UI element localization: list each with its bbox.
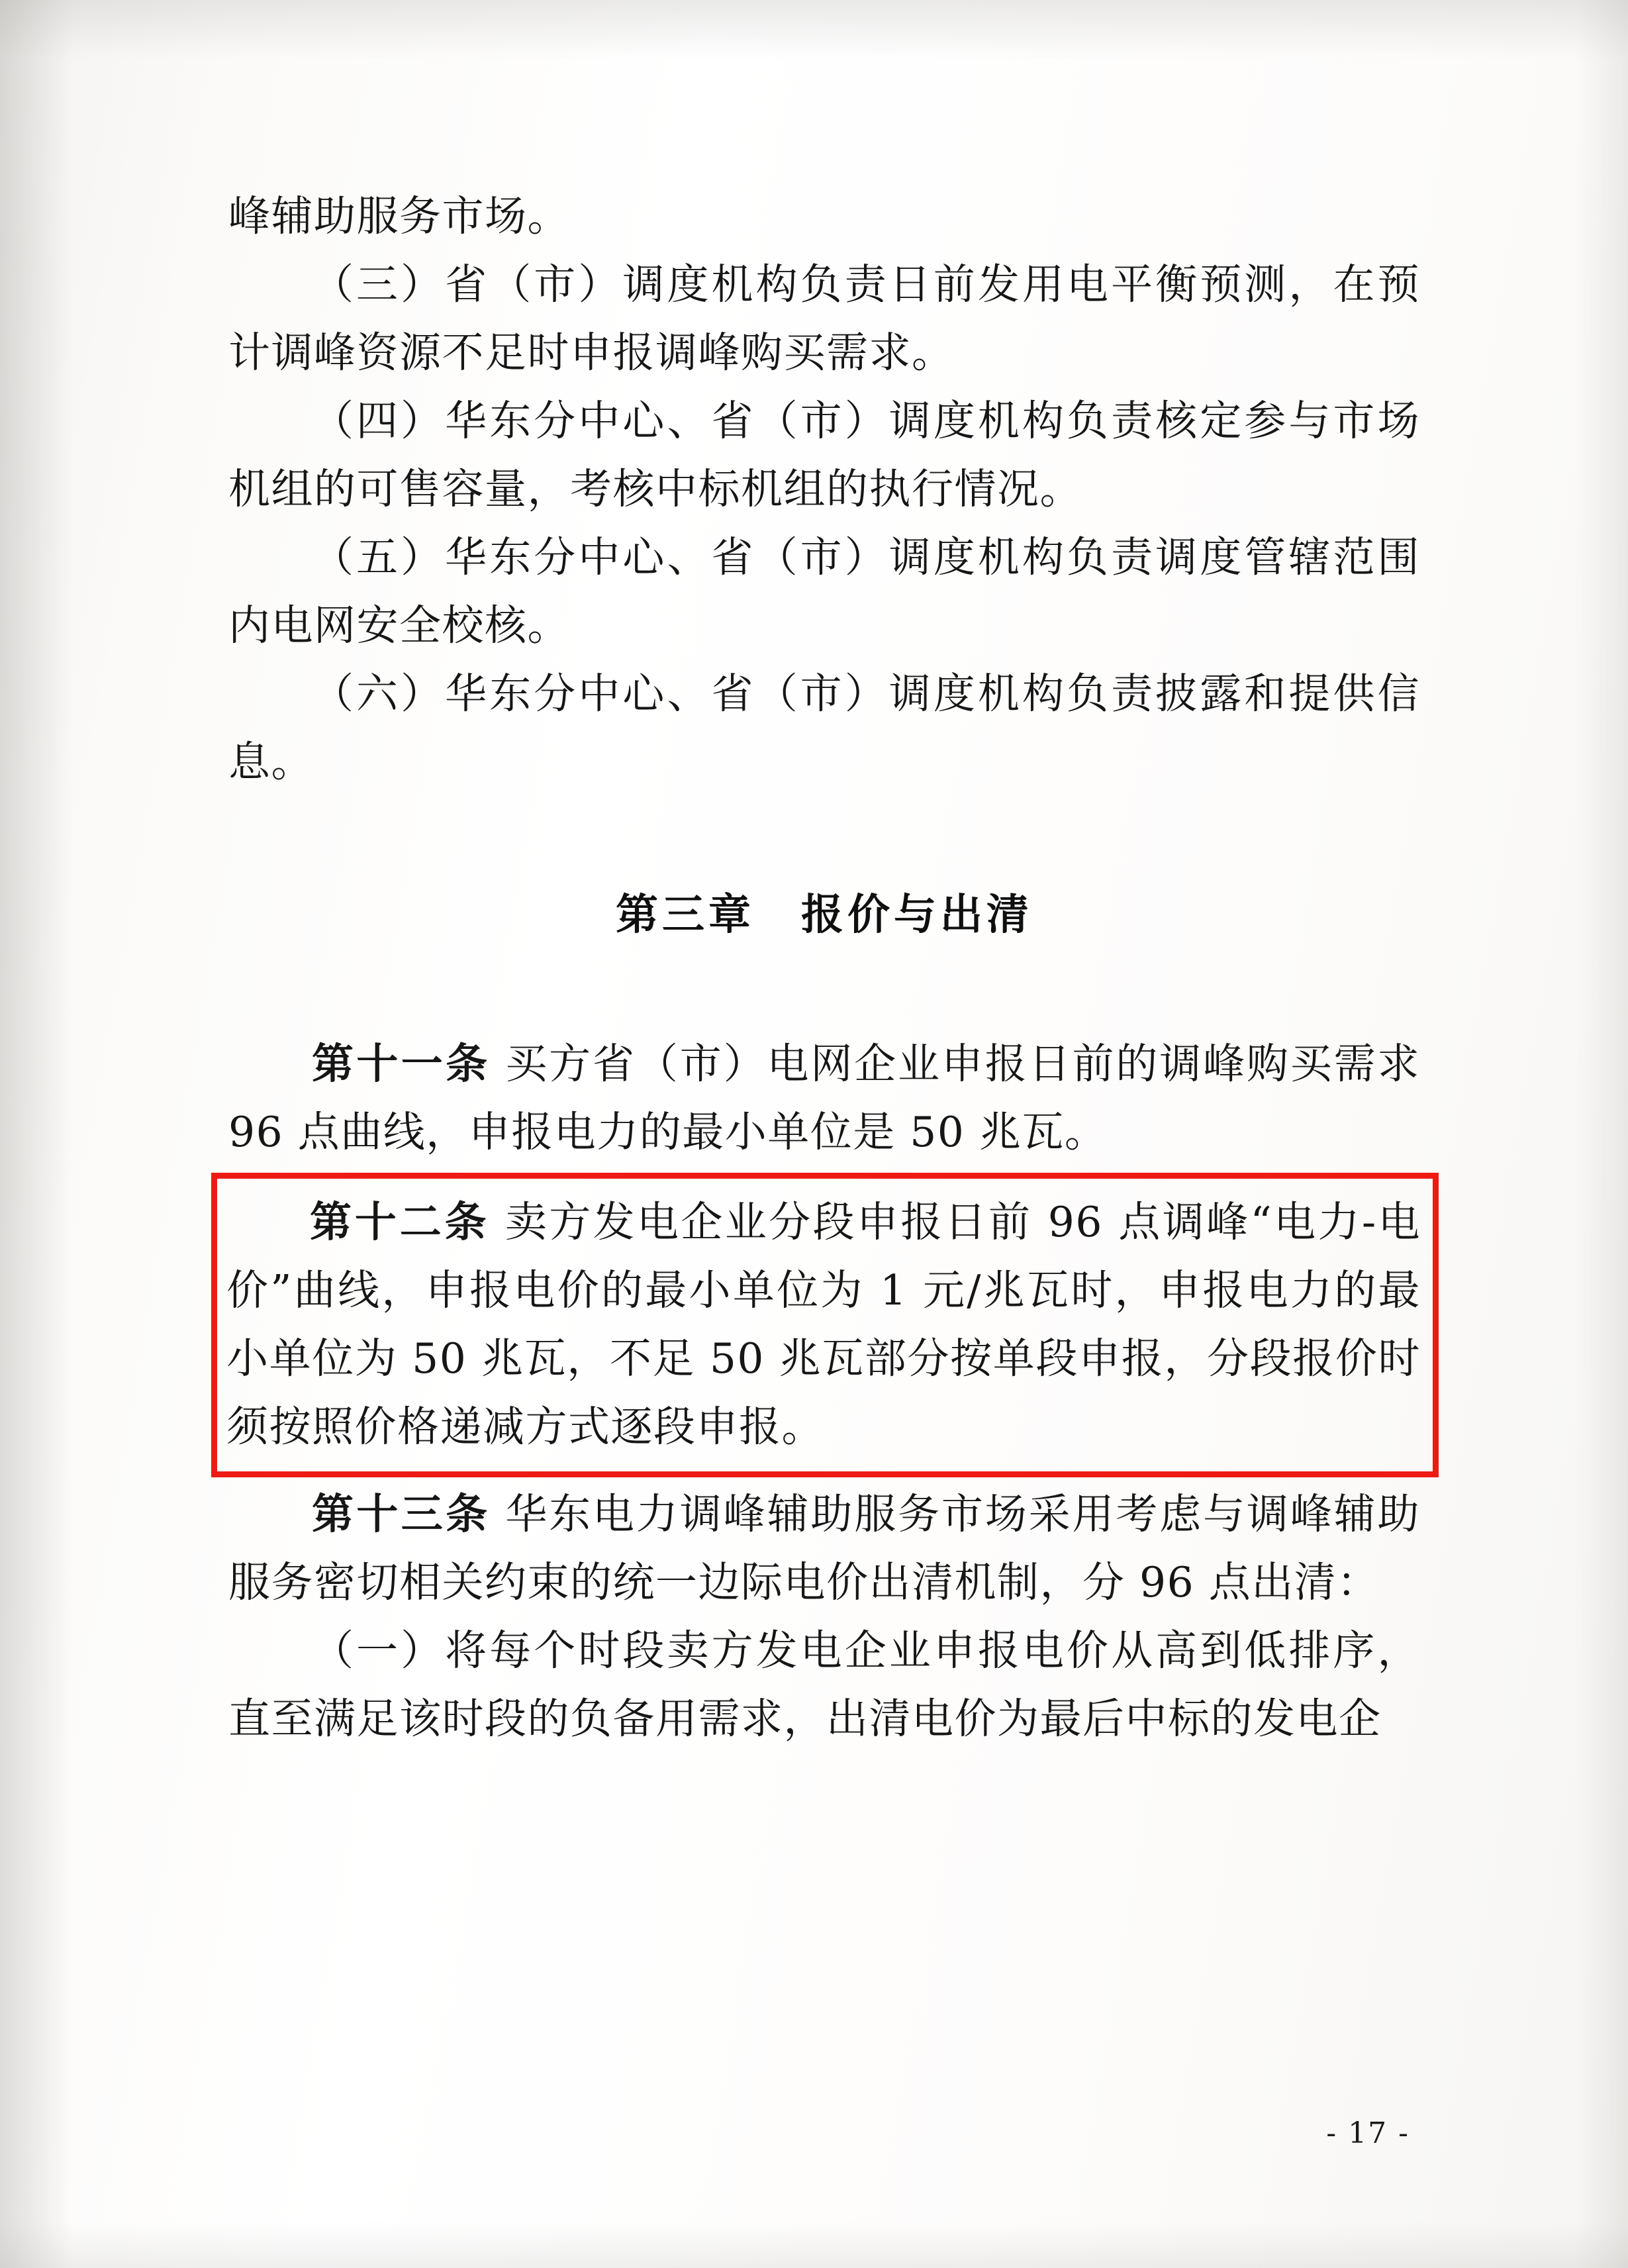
- page-edge-shadow-left: [0, 0, 73, 2268]
- document-body: [228, 182, 1420, 1753]
- article-eleven-text: 买方省（市）电网企业申报日前的调峰购买需求 96 点曲线，申报电力的最小单位是 50 兆瓦。: [228, 1040, 1421, 1156]
- page-edge-shadow-top: [0, 0, 1628, 60]
- spacer-after-chapter: [228, 949, 1420, 1030]
- article-twelve: [226, 1188, 1421, 1461]
- paragraph-continuation: 峰辅助服务市场。: [228, 192, 570, 240]
- page-number: - 17 -: [1326, 2116, 1410, 2150]
- article-thirteen-text: 华东电力调峰辅助服务市场采用考虑与调峰辅助服务密切相关约束的统一边际电价出清机制，分 96 点出清：: [228, 1490, 1421, 1606]
- article-twelve-text: 卖方发电企业分段申报日前 96 点调峰“电力-电价”曲线，申报电价的最小单位为 1 元/兆瓦时，申报电力的最小单位为 50 兆瓦，不足 50 兆瓦部分按单段申报，分段报价时须按照价格递减方式逐段申报。: [226, 1198, 1421, 1451]
- highlight-annotation-box: [211, 1173, 1439, 1477]
- page-edge-shadow-right: [1575, 0, 1628, 2268]
- spacer-before-chapter: [228, 796, 1420, 881]
- paragraph-item-five: （五）华东分中心、省（市）调度机构负责调度管辖范围内电网安全校核。: [228, 533, 1420, 650]
- page-edge-shadow-bottom: [0, 2222, 1628, 2268]
- paragraph-item-three: （三）省（市）调度机构负责日前发用电平衡预测，在预计调峰资源不足时申报调峰购买需求。: [228, 260, 1420, 377]
- article-thirteen-item-one: （一）将每个时段卖方发电企业申报电价从高到低排序，直至满足该时段的负备用需求，出清电价为最后中标的发电企: [228, 1626, 1420, 1743]
- article-eleven-number: 第十一条: [312, 1039, 491, 1088]
- paragraph-item-four: （四）华东分中心、省（市）调度机构负责核定参与市场机组的可售容量，考核中标机组的执行情况。: [228, 397, 1420, 513]
- article-thirteen-number: 第十三条: [312, 1489, 491, 1538]
- article-thirteen: [228, 1480, 1420, 1616]
- chapter-heading: 第三章 报价与出清: [616, 890, 1033, 940]
- paragraph-item-six: （六）华东分中心、省（市）调度机构负责披露和提供信息。: [228, 669, 1420, 786]
- article-eleven: [228, 1030, 1420, 1166]
- article-twelve-number: 第十二条: [310, 1197, 490, 1246]
